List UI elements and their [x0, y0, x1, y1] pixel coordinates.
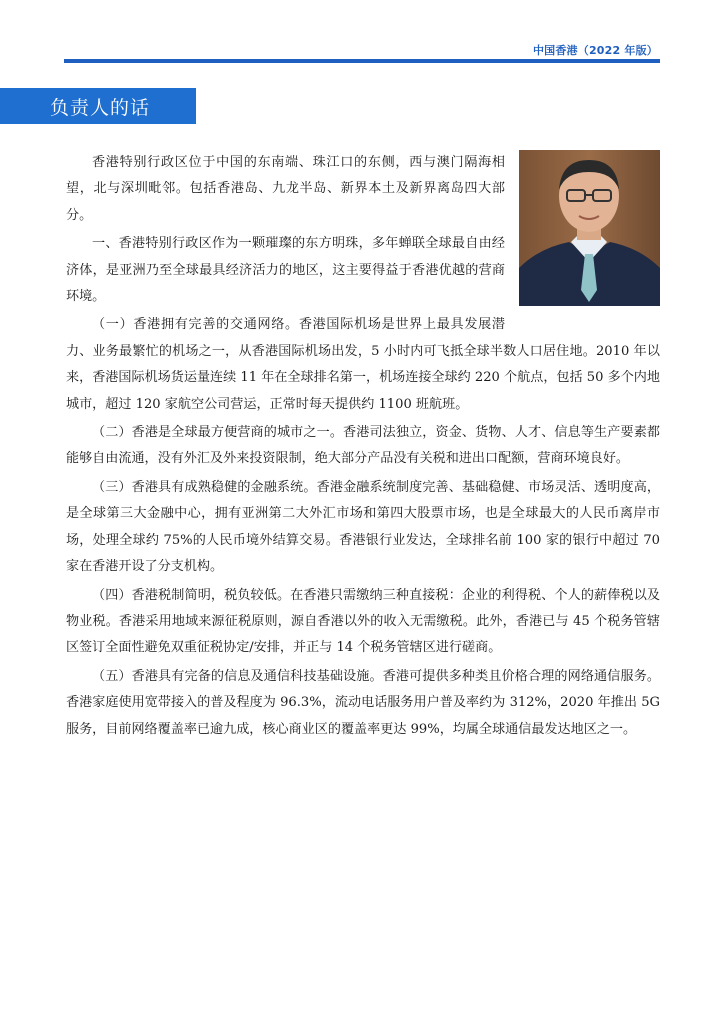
paragraph-finance: （三）香港具有成熟稳健的金融系统。香港金融系统制度完善、基础稳健、市场灵活、透明度高，是全球第三大金融中心，拥有亚洲第二大外汇市场和第四大股票市场，也是全球最大的人民币离岸市场，处理全球约 75%的人民币境外结算交易。香港银行业发达，全球排名前 100 家的银行中超过 70 家在香港开设了分支机构。: [66, 479, 660, 575]
paragraph-business: （二）香港是全球最方便营商的城市之一。香港司法独立，资金、货物、人才、信息等生产要素都能够自由流通，没有外汇及外来投资限制，绝大部分产品没有关税和进出口配额，营商环境良好。: [66, 425, 660, 467]
paragraph-tax: （四）香港税制简明，税负较低。在香港只需缴纳三种直接税：企业的利得税、个人的薪俸税以及物业税。香港采用地域来源征税原则，源自香港以外的收入无需缴税。此外，香港已与 45 个税务管辖区签订全面性避免双重征税协定/安排，并正与 14 个税务管辖区进行磋商。: [66, 587, 660, 656]
paragraph-intro: 香港特别行政区位于中国的东南端、珠江口的东侧，西与澳门隔海相望，北与深圳毗邻。包括香港岛、九龙半岛、新界本土及新界离岛四大部分。: [66, 155, 505, 223]
portrait-photo: [519, 150, 660, 306]
header-title: 中国香港（2022 年版）: [532, 44, 658, 57]
paragraph-section-1: 一、香港特别行政区作为一颗璀璨的东方明珠，多年蝉联全球最自由经济体，是亚洲乃至全球最具经济活力的地区，这主要得益于香港优越的营商环境。: [66, 236, 505, 305]
paragraph-ict: （五）香港具有完备的信息及通信科技基础设施。香港可提供多种类且价格合理的网络通信服务。香港家庭使用宽带接入的普及程度为 96.3%，流动电话服务用户普及率约为 312%，2020 年推出 5G 服务，目前网络覆盖率已逾九成，核心商业区的覆盖率更达 99%，均属全球通信最发达地区之一。: [66, 668, 660, 737]
paragraph-transport: （一）香港拥有完善的交通网络。香港国际机场是世界上最具发展潜力、业务最繁忙的机场之一，从香港国际机场出发，5 小时内可飞抵全球半数人口居住地。2010 年以来，香港国际机场货运量连续 11 年在全球排名第一，机场连接全球约 220 个航点，包括 50 多个内地城市，超过 120 家航空公司营运，正常时每天提供约 1100 班航班。: [66, 317, 660, 412]
section-banner: [0, 88, 196, 124]
body-content: [66, 150, 660, 743]
section-title: 负责人的话: [50, 96, 151, 119]
header-rule: [64, 59, 660, 63]
